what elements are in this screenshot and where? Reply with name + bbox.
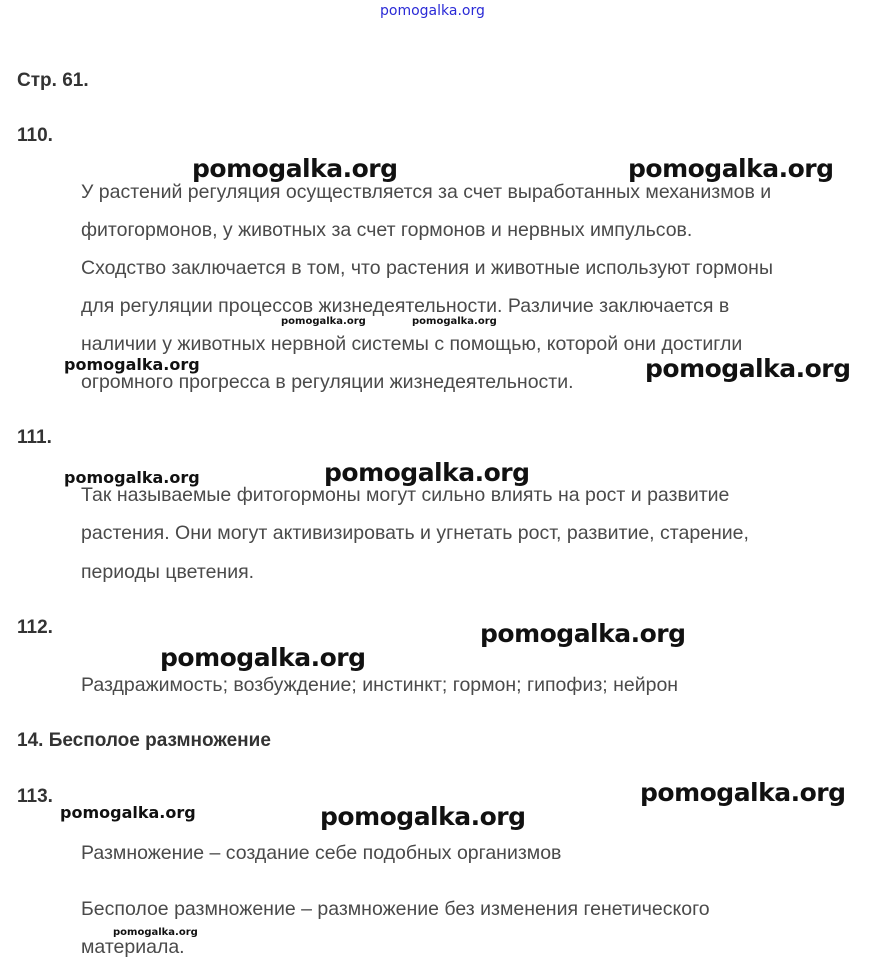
watermark: pomogalka.org	[324, 458, 530, 487]
section-113-number: 113.	[17, 786, 53, 807]
watermark: pomogalka.org	[60, 803, 196, 822]
section-110-line: для регуляции процессов жизнедеятельности. Различие заключается в	[81, 295, 730, 317]
watermark: pomogalka.org	[64, 355, 200, 374]
watermark: pomogalka.org	[192, 154, 398, 183]
watermark: pomogalka.org	[480, 619, 686, 648]
page-header: Стр. 61.	[17, 70, 89, 91]
watermark: pomogalka.org	[640, 778, 846, 807]
section-110-line: фитогормонов, у животных за счет гормонов и нервных импульсов.	[81, 219, 693, 241]
section-112-number: 112.	[17, 617, 53, 638]
watermark: pomogalka.org	[645, 354, 851, 383]
watermark: pomogalka.org	[281, 316, 366, 327]
watermark: pomogalka.org	[320, 802, 526, 831]
chapter-title: 14. Бесполое размножение	[17, 730, 271, 751]
watermark: pomogalka.org	[628, 154, 834, 183]
section-110-number: 110.	[17, 125, 53, 146]
section-112-line: Раздражимость; возбуждение; инстинкт; гормон; гипофиз; нейрон	[81, 674, 679, 696]
section-113-line: Размножение – создание себе подобных организмов	[81, 842, 562, 864]
watermark: pomogalka.org	[160, 643, 366, 672]
watermark: pomogalka.org	[412, 316, 497, 327]
section-113-line: Бесполое размножение – размножение без изменения генетического	[81, 898, 710, 920]
section-110-line: У растений регуляция осуществляется за счет выработанных механизмов и	[81, 181, 772, 203]
watermark: pomogalka.org	[113, 927, 198, 938]
section-110-line: наличии у животных нервной системы с помощью, которой они достигли	[81, 333, 743, 355]
section-110-line: огромного прогресса в регуляции жизнедеятельности.	[81, 371, 574, 393]
section-111-number: 111.	[17, 427, 52, 448]
section-113-line: материала.	[81, 936, 185, 958]
section-111-line: периоды цветения.	[81, 561, 255, 583]
watermark: pomogalka.org	[64, 468, 200, 487]
section-111-line: растения. Они могут активизировать и угнетать рост, развитие, старение,	[81, 522, 749, 544]
section-110-line: Сходство заключается в том, что растения и животные используют гормоны	[81, 257, 773, 279]
section-111-line: Так называемые фитогормоны могут сильно влиять на рост и развитие	[81, 484, 730, 506]
top-watermark: pomogalka.org	[380, 3, 485, 19]
